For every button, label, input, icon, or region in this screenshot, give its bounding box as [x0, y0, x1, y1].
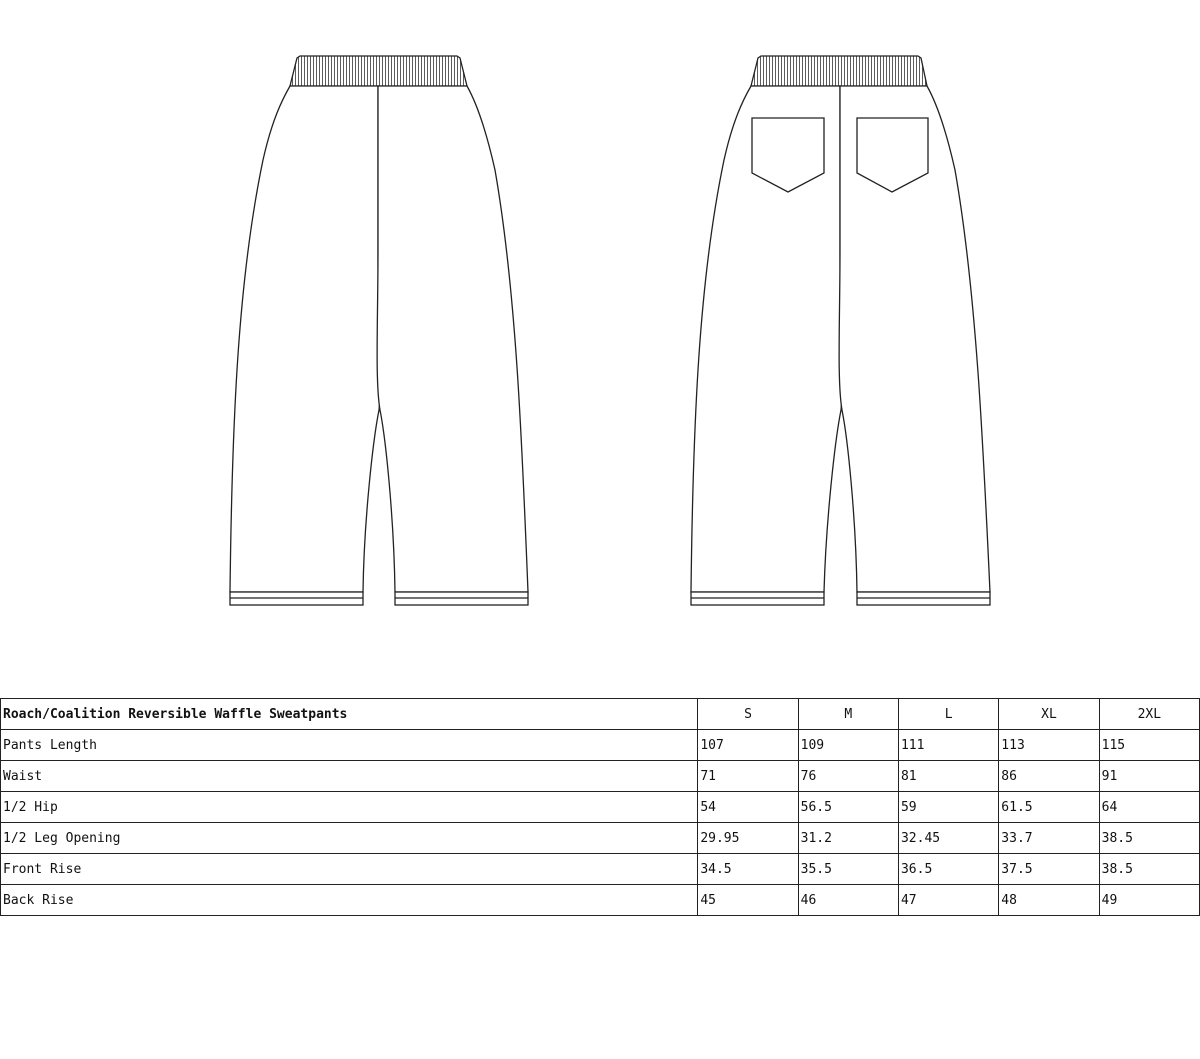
cell-value: 48 [999, 885, 1099, 916]
table-row [1, 854, 1200, 885]
cell-value: 81 [898, 761, 998, 792]
back-waistband [751, 56, 927, 86]
size-header-l: L [898, 699, 998, 730]
cell-value: 34.5 [698, 854, 798, 885]
size-header-s: S [698, 699, 798, 730]
cell-value: 36.5 [898, 854, 998, 885]
row-label: Front Rise [1, 854, 698, 885]
table-row [1, 730, 1200, 761]
cell-value: 115 [1099, 730, 1199, 761]
size-header-xl: XL [999, 699, 1099, 730]
cell-value: 71 [698, 761, 798, 792]
front-right-leg [377, 86, 528, 592]
row-label: Pants Length [1, 730, 698, 761]
cell-value: 38.5 [1099, 854, 1199, 885]
cell-value: 47 [898, 885, 998, 916]
cell-value: 107 [698, 730, 798, 761]
cell-value: 45 [698, 885, 798, 916]
size-header-m: M [798, 699, 898, 730]
cell-value: 35.5 [798, 854, 898, 885]
cell-value: 38.5 [1099, 823, 1199, 854]
cell-value: 64 [1099, 792, 1199, 823]
front-waistband [290, 56, 467, 86]
cell-value: 61.5 [999, 792, 1099, 823]
product-title: Roach/Coalition Reversible Waffle Sweatpants [1, 699, 698, 730]
cell-value: 54 [698, 792, 798, 823]
cell-value: 56.5 [798, 792, 898, 823]
table-row [1, 792, 1200, 823]
cell-value: 37.5 [999, 854, 1099, 885]
row-label: Back Rise [1, 885, 698, 916]
cell-value: 109 [798, 730, 898, 761]
row-label: Waist [1, 761, 698, 792]
table-row [1, 761, 1200, 792]
cell-value: 46 [798, 885, 898, 916]
cell-value: 76 [798, 761, 898, 792]
row-label: 1/2 Leg Opening [1, 823, 698, 854]
cell-value: 111 [898, 730, 998, 761]
cell-value: 59 [898, 792, 998, 823]
cell-value: 86 [999, 761, 1099, 792]
size-chart-table [0, 698, 1200, 916]
table-row [1, 823, 1200, 854]
cell-value: 33.7 [999, 823, 1099, 854]
cell-value: 31.2 [798, 823, 898, 854]
size-header-2xl: 2XL [1099, 699, 1199, 730]
front-left-leg [230, 86, 380, 592]
cell-value: 49 [1099, 885, 1199, 916]
cell-value: 91 [1099, 761, 1199, 792]
pants-front-view [230, 56, 528, 605]
cell-value: 113 [999, 730, 1099, 761]
row-label: 1/2 Hip [1, 792, 698, 823]
table-row [1, 885, 1200, 916]
pants-back-view [691, 56, 990, 605]
size-header-row [1, 699, 1200, 730]
cell-value: 32.45 [898, 823, 998, 854]
cell-value: 29.95 [698, 823, 798, 854]
